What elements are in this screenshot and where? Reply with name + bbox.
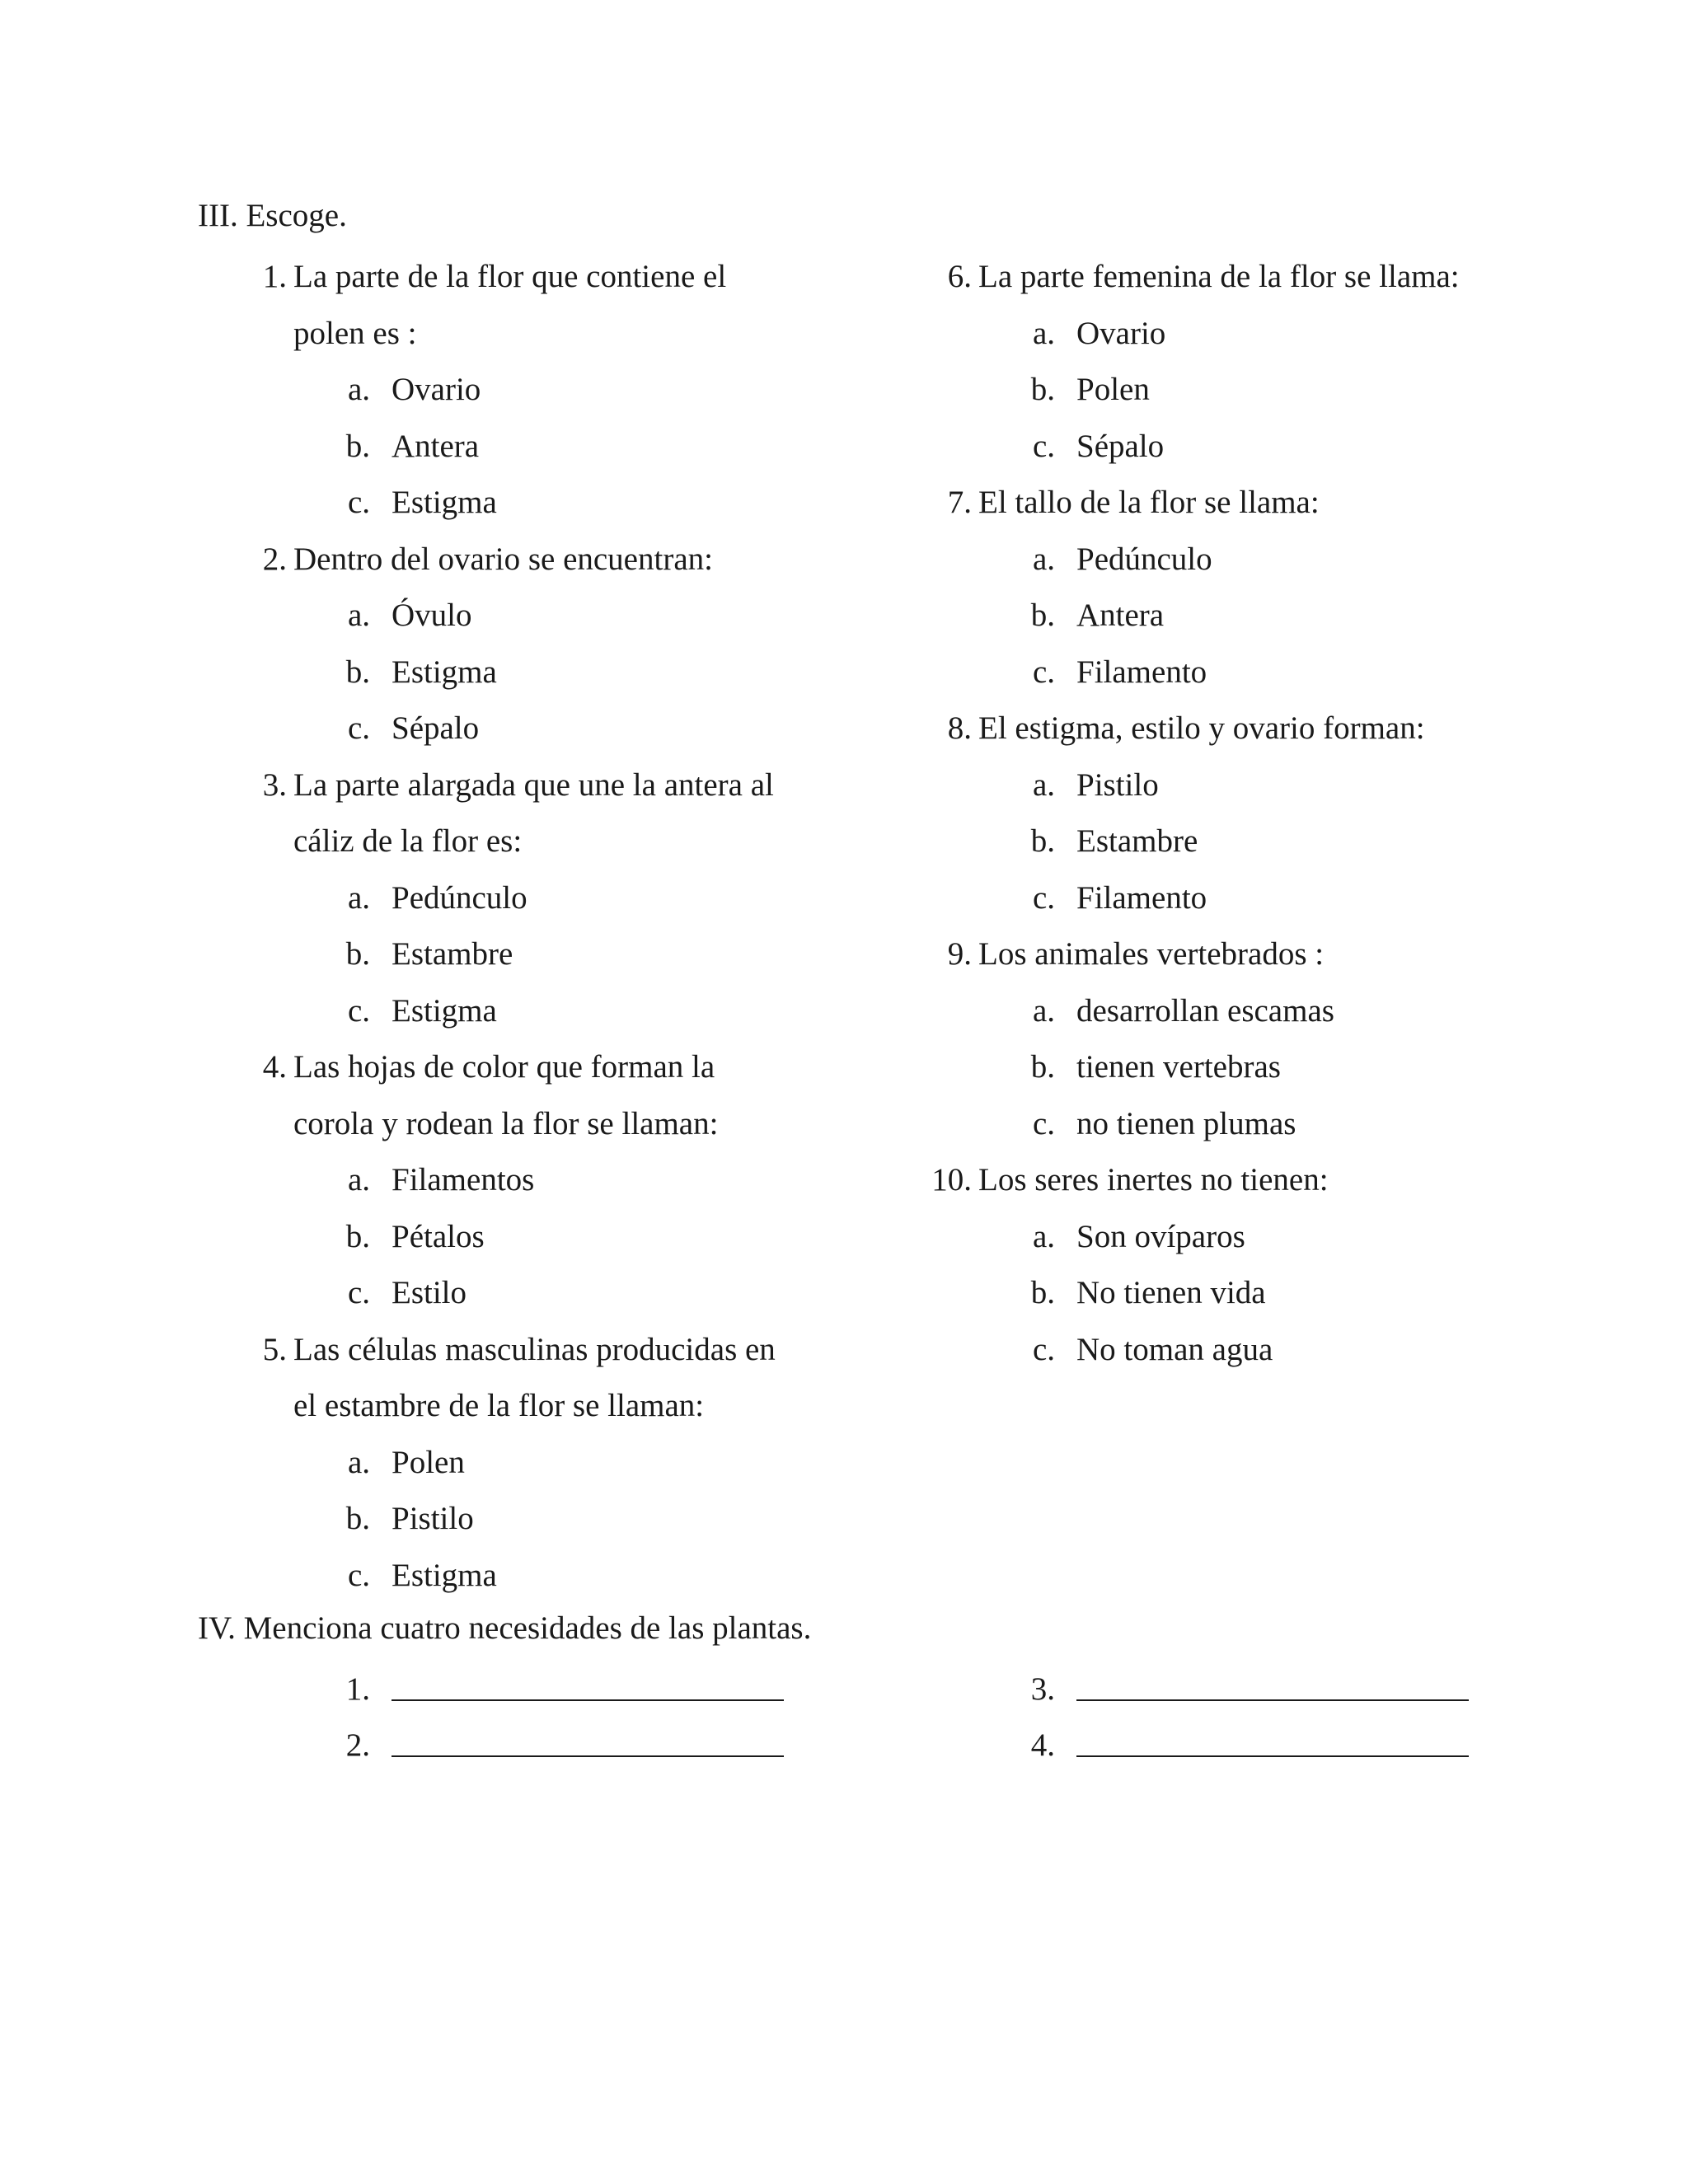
option-text: Estigma (392, 485, 497, 520)
blank-number: 1. (345, 1671, 370, 1707)
option-letter: a. (347, 1162, 370, 1197)
option-text: Filamento (1076, 879, 1207, 916)
option-b[interactable] (244, 1491, 870, 1548)
option-letter: c. (347, 1557, 370, 1593)
option-text: Filamentos (392, 1162, 535, 1197)
question-text: corola y rodean la flor se llaman: (293, 1105, 719, 1141)
option-letter: a. (1032, 766, 1055, 803)
option-letter: c. (347, 1275, 370, 1310)
question-text: Los seres inertes no tienen: (978, 1162, 1329, 1197)
option-letter: a. (347, 598, 370, 633)
option-letter: b. (345, 1218, 370, 1254)
option-text: Polen (1076, 372, 1150, 407)
question-line (244, 757, 870, 814)
question-line (244, 1039, 870, 1096)
blank-number: 2. (345, 1727, 370, 1763)
question-line (929, 475, 1555, 532)
question-line (929, 1152, 1555, 1209)
question-line (244, 813, 870, 870)
question-text: cáliz de la flor es: (293, 823, 523, 859)
option-text: no tienen plumas (1076, 1105, 1296, 1141)
option-b[interactable] (244, 1209, 870, 1266)
option-letter: a. (347, 1444, 370, 1480)
option-text: Estigma (392, 992, 497, 1029)
option-letter: b. (1030, 372, 1055, 407)
option-text: desarrollan escamas (1076, 992, 1334, 1029)
option-letter: b. (1030, 598, 1055, 633)
question-line (929, 249, 1555, 306)
answer-blank-3[interactable] (1024, 1661, 1485, 1718)
option-letter: a. (1032, 315, 1055, 351)
question-number: 1. (262, 259, 287, 294)
option-letter: c. (347, 992, 370, 1029)
question-line (244, 249, 870, 306)
question-text: Los animales vertebrados : (978, 936, 1325, 972)
section-iv-title: IV. Menciona cuatro necesidades de las plantas. (198, 1610, 812, 1646)
question-number: 7. (947, 485, 972, 520)
option-text: Ovario (1076, 315, 1166, 351)
option-text: Pistilo (1076, 766, 1159, 803)
option-b[interactable] (244, 644, 870, 701)
question-number: 10. (931, 1162, 972, 1197)
option-letter: b. (345, 428, 370, 464)
questions-column-left (244, 249, 870, 1604)
option-letter: b. (1030, 1275, 1055, 1310)
option-a[interactable] (244, 1152, 870, 1209)
option-text: Sépalo (392, 710, 480, 746)
question-10 (929, 1152, 1555, 1378)
option-a[interactable] (244, 362, 870, 419)
answer-blank-4[interactable] (1024, 1718, 1485, 1774)
option-c[interactable] (929, 870, 1555, 927)
option-b[interactable] (244, 926, 870, 983)
blank-underline[interactable] (1076, 1755, 1469, 1757)
question-line (244, 1378, 870, 1435)
option-letter: b. (1030, 1049, 1055, 1085)
option-b[interactable] (929, 813, 1555, 870)
question-number: 3. (262, 766, 287, 803)
option-text: Pétalos (392, 1218, 485, 1254)
option-text: Estambre (1076, 823, 1198, 859)
question-text: Dentro del ovario se encuentran: (293, 541, 713, 577)
option-text: Filamento (1076, 654, 1207, 690)
option-a[interactable] (929, 757, 1555, 814)
option-c[interactable] (244, 1265, 870, 1322)
option-a[interactable] (929, 306, 1555, 363)
option-letter: b. (345, 936, 370, 972)
question-number: 4. (262, 1049, 287, 1085)
question-line (929, 701, 1555, 757)
option-text: Pedúnculo (392, 879, 528, 916)
option-text: Pistilo (392, 1501, 474, 1536)
option-a[interactable] (929, 532, 1555, 588)
blank-underline[interactable] (392, 1699, 784, 1701)
option-text: Pedúnculo (1076, 541, 1212, 577)
answer-blank-1[interactable] (339, 1661, 800, 1718)
option-a[interactable] (244, 1435, 870, 1492)
option-letter: a. (1032, 1218, 1055, 1254)
question-text: el estambre de la flor se llaman: (293, 1388, 705, 1423)
option-text: Estambre (392, 936, 513, 972)
option-c[interactable] (244, 475, 870, 532)
question-text: Las hojas de color que forman la (293, 1049, 715, 1085)
question-line (929, 926, 1555, 983)
option-c[interactable] (929, 1322, 1555, 1379)
option-b[interactable] (929, 588, 1555, 644)
option-letter: b. (345, 654, 370, 690)
question-4 (244, 1039, 870, 1322)
question-2 (244, 532, 870, 757)
question-number: 9. (947, 936, 972, 972)
question-5 (244, 1322, 870, 1605)
blank-underline[interactable] (392, 1755, 784, 1757)
question-text: polen es : (293, 315, 417, 351)
option-letter: b. (345, 1501, 370, 1536)
option-letter: a. (347, 372, 370, 407)
option-letter: a. (347, 879, 370, 916)
option-b[interactable] (929, 1265, 1555, 1322)
option-text: Ovario (392, 372, 481, 407)
option-letter: c. (1032, 1105, 1055, 1141)
option-letter: c. (1032, 1331, 1055, 1367)
question-text: Las células masculinas producidas en (293, 1331, 776, 1367)
question-text: La parte de la flor que contiene el (293, 259, 727, 294)
option-a[interactable] (244, 870, 870, 927)
option-letter: c. (1032, 428, 1055, 464)
option-text: Sépalo (1076, 428, 1165, 464)
question-7 (929, 475, 1555, 701)
question-9 (929, 926, 1555, 1152)
blank-number: 4. (1030, 1727, 1055, 1763)
question-8 (929, 701, 1555, 926)
option-a[interactable] (244, 588, 870, 644)
option-b[interactable] (929, 362, 1555, 419)
question-text: El estigma, estilo y ovario forman: (978, 710, 1425, 746)
option-text: Polen (392, 1444, 465, 1480)
option-letter: b. (1030, 823, 1055, 859)
option-letter: c. (347, 710, 370, 746)
option-c[interactable] (244, 983, 870, 1040)
option-text: Estilo (392, 1275, 467, 1310)
question-number: 6. (947, 259, 972, 294)
question-number: 2. (262, 541, 287, 577)
questions-column-right (929, 249, 1555, 1378)
option-c[interactable] (244, 1548, 870, 1605)
option-letter: a. (1032, 541, 1055, 577)
option-letter: c. (1032, 654, 1055, 690)
option-text: Estigma (392, 1557, 497, 1593)
option-text: tienen vertebras (1076, 1049, 1281, 1085)
option-a[interactable] (929, 983, 1555, 1040)
question-1 (244, 249, 870, 532)
question-line (244, 532, 870, 588)
option-text: Óvulo (392, 598, 472, 633)
option-b[interactable] (929, 1039, 1555, 1096)
question-line (244, 1096, 870, 1153)
option-b[interactable] (244, 419, 870, 476)
option-c[interactable] (929, 644, 1555, 701)
question-number: 5. (262, 1331, 287, 1367)
question-line (244, 306, 870, 363)
section-iii-title: III. Escoge. (198, 198, 347, 233)
question-3 (244, 757, 870, 1040)
option-text: Son ovíparos (1076, 1218, 1245, 1254)
option-text: No toman agua (1076, 1331, 1273, 1367)
option-text: No tienen vida (1076, 1275, 1266, 1310)
option-text: Estigma (392, 654, 497, 690)
option-a[interactable] (929, 1209, 1555, 1266)
blank-number: 3. (1030, 1671, 1055, 1707)
question-text: El tallo de la flor se llama: (978, 485, 1320, 520)
question-text: La parte alargada que une la antera al (293, 766, 774, 803)
option-text: Antera (1076, 598, 1165, 633)
question-6 (929, 249, 1555, 475)
question-line (244, 1322, 870, 1379)
option-c[interactable] (929, 419, 1555, 476)
question-text: La parte femenina de la flor se llama: (978, 259, 1460, 294)
option-letter: a. (1032, 992, 1055, 1029)
blank-underline[interactable] (1076, 1699, 1469, 1701)
answer-blank-2[interactable] (339, 1718, 800, 1774)
option-c[interactable] (929, 1096, 1555, 1153)
option-letter: c. (1032, 879, 1055, 916)
question-number: 8. (947, 710, 972, 746)
option-c[interactable] (244, 701, 870, 757)
option-text: Antera (392, 428, 480, 464)
option-letter: c. (347, 485, 370, 520)
